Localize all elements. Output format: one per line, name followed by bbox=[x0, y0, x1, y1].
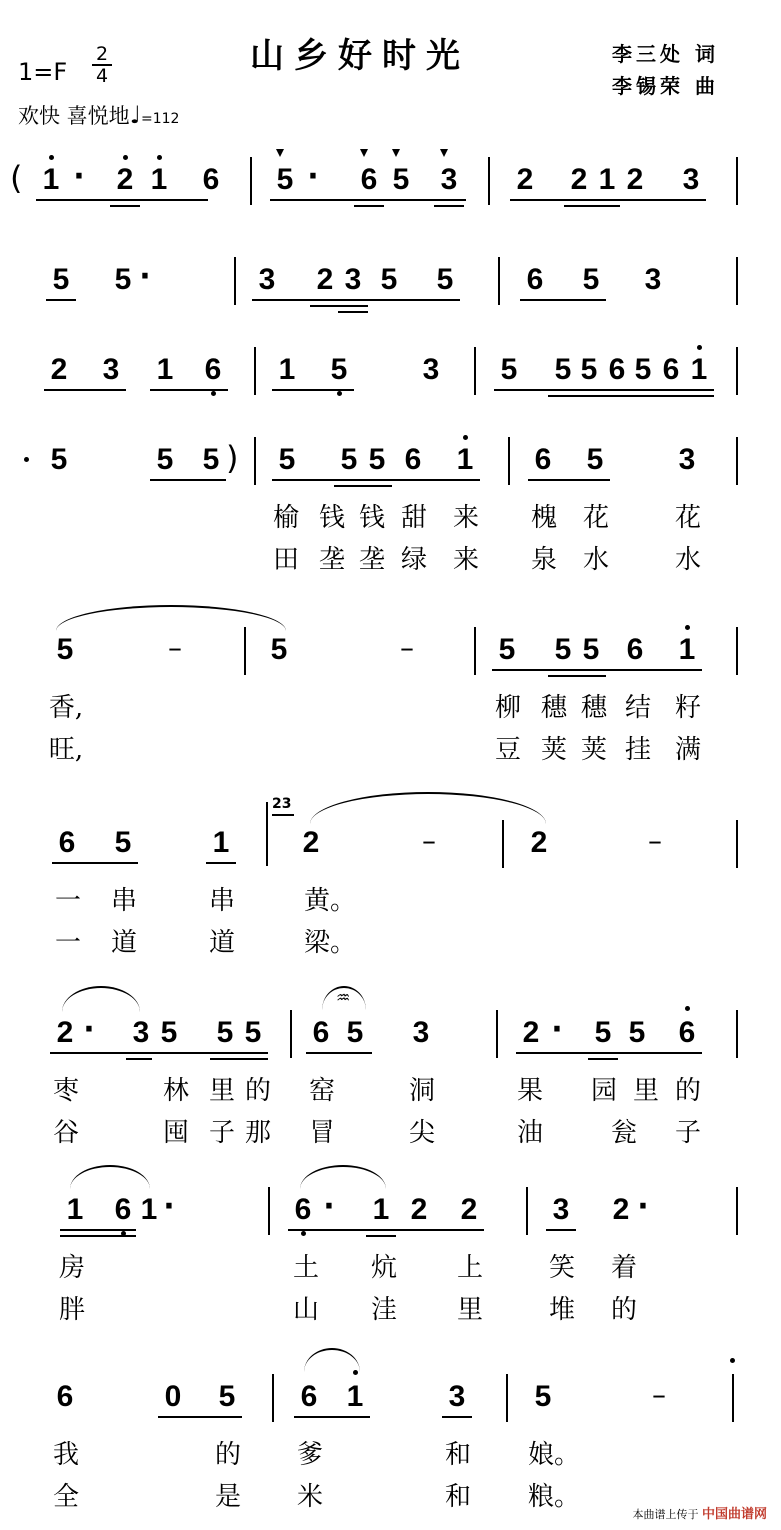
score-row-6 bbox=[0, 796, 781, 958]
note: 6 bbox=[312, 1016, 330, 1049]
slur bbox=[304, 1348, 360, 1372]
note: 5 bbox=[52, 263, 70, 296]
underline bbox=[494, 389, 714, 391]
lyric: 林 bbox=[162, 1076, 189, 1106]
lyric: 里 bbox=[456, 1295, 483, 1325]
note: 5 bbox=[114, 826, 132, 859]
underline bbox=[548, 395, 714, 397]
lyric: 甜 bbox=[400, 503, 427, 533]
hold-dash: – bbox=[422, 824, 436, 857]
lyricist-credit: 李三处 词 bbox=[612, 42, 719, 66]
lyric: 挂 bbox=[624, 735, 651, 765]
barline bbox=[736, 1010, 738, 1058]
dot: · bbox=[73, 159, 85, 194]
score-row-8 bbox=[0, 1185, 781, 1325]
barline bbox=[488, 157, 490, 205]
lyric: 子 bbox=[208, 1118, 235, 1148]
dot: · bbox=[163, 1189, 175, 1224]
underline bbox=[492, 669, 702, 671]
note: 6 bbox=[534, 443, 552, 476]
note: 3 bbox=[448, 1380, 466, 1413]
note: 5 bbox=[580, 353, 598, 386]
note: 3 bbox=[678, 443, 696, 476]
score-row-3 bbox=[0, 345, 781, 415]
score-row-5 bbox=[0, 625, 781, 765]
lyric: 垄 bbox=[318, 545, 345, 575]
note: 1 bbox=[66, 1193, 84, 1226]
underline bbox=[564, 205, 620, 207]
underline bbox=[366, 1235, 396, 1237]
tempo-marking bbox=[18, 100, 179, 130]
lyric: 冒 bbox=[308, 1118, 335, 1148]
dot: · bbox=[323, 1189, 335, 1224]
note: 3 bbox=[644, 263, 662, 296]
note: 3 bbox=[440, 163, 458, 196]
accent-icon bbox=[392, 149, 400, 157]
lyric: 柳 bbox=[494, 693, 521, 723]
lyric: 和 bbox=[444, 1482, 471, 1512]
lyric: 荚 bbox=[540, 735, 567, 765]
barline bbox=[736, 627, 738, 675]
note: 5 bbox=[380, 263, 398, 296]
lyric: 洼 bbox=[370, 1295, 397, 1325]
time-denominator: 4 bbox=[95, 65, 109, 87]
note: 1 bbox=[598, 163, 616, 196]
note: 5 bbox=[278, 443, 296, 476]
lyric: 花 bbox=[674, 503, 701, 533]
hold-dash: – bbox=[400, 631, 414, 664]
note: 1 bbox=[678, 633, 696, 666]
note: 1 bbox=[212, 826, 230, 859]
barline bbox=[736, 1187, 738, 1235]
lyric: 堆 bbox=[548, 1295, 575, 1325]
lyric: 米 bbox=[296, 1482, 323, 1512]
note: 2 bbox=[516, 163, 534, 196]
barline bbox=[234, 257, 236, 305]
note: 2 bbox=[612, 1193, 630, 1226]
note: 5 bbox=[202, 443, 220, 476]
footer-text: 本曲谱上传于 bbox=[632, 1508, 699, 1521]
score-row-2 bbox=[0, 255, 781, 325]
lyric: 钱 bbox=[358, 503, 385, 533]
slur bbox=[62, 986, 140, 1012]
underline bbox=[206, 862, 236, 864]
lyric: 绿 bbox=[400, 545, 427, 575]
barline bbox=[736, 257, 738, 305]
underline bbox=[110, 205, 140, 207]
underline bbox=[306, 1052, 372, 1054]
underline bbox=[442, 1416, 472, 1418]
barline-dot bbox=[730, 1358, 735, 1363]
note: 5 bbox=[244, 1016, 262, 1049]
high-dot bbox=[697, 345, 702, 350]
key-signature: 1=F bbox=[18, 58, 68, 86]
lyric: 串 bbox=[208, 886, 235, 916]
note: 5 bbox=[330, 353, 348, 386]
score-row-9 bbox=[0, 1372, 781, 1512]
lyric: 道 bbox=[208, 928, 235, 958]
underline bbox=[252, 299, 460, 301]
note: 3 bbox=[412, 1016, 430, 1049]
lyric: 籽 bbox=[674, 693, 701, 723]
note: 1 bbox=[372, 1193, 390, 1226]
grace-notes: 23 bbox=[272, 796, 292, 812]
note: 5 bbox=[500, 353, 518, 386]
hold-dash: – bbox=[168, 631, 182, 664]
lyric: 爹 bbox=[296, 1440, 323, 1470]
footer-watermark bbox=[632, 1503, 767, 1522]
note: 5 bbox=[436, 263, 454, 296]
underline bbox=[546, 1229, 576, 1231]
barline bbox=[736, 820, 738, 868]
lyric: 山 bbox=[292, 1295, 319, 1325]
note: 5 bbox=[216, 1016, 234, 1049]
lyric: 豆 bbox=[494, 735, 521, 765]
lyric: 的 bbox=[674, 1076, 701, 1106]
lyric: 胖 bbox=[58, 1295, 85, 1325]
note: 1 bbox=[278, 353, 296, 386]
note: 5 bbox=[554, 633, 572, 666]
note: 5 bbox=[534, 1380, 552, 1413]
lyric: 的 bbox=[610, 1295, 637, 1325]
note: 5 bbox=[270, 633, 288, 666]
underline bbox=[50, 1052, 268, 1054]
lyric: 全 bbox=[52, 1482, 79, 1512]
lyric: 穗 bbox=[580, 693, 607, 723]
staccato-dot bbox=[24, 457, 29, 462]
underline bbox=[294, 1416, 370, 1418]
note: 2 bbox=[522, 1016, 540, 1049]
note: 6 bbox=[202, 163, 220, 196]
lyric: 上 bbox=[456, 1253, 483, 1283]
note: 1 bbox=[346, 1380, 364, 1413]
barline bbox=[474, 347, 476, 395]
score-row-4 bbox=[0, 435, 781, 575]
lyric: 田 bbox=[272, 545, 299, 575]
underline bbox=[510, 199, 706, 201]
note: 1 bbox=[690, 353, 708, 386]
note: 1 bbox=[456, 443, 474, 476]
note: 3 bbox=[344, 263, 362, 296]
note: 6 bbox=[294, 1193, 312, 1226]
low-dot bbox=[301, 1231, 306, 1236]
lyric: 道 bbox=[110, 928, 137, 958]
barline bbox=[732, 1374, 734, 1422]
note: 5 bbox=[276, 163, 294, 196]
lyric: 一 bbox=[54, 886, 81, 916]
high-dot bbox=[685, 1006, 690, 1011]
lyric: 花 bbox=[582, 503, 609, 533]
score-row-7 bbox=[0, 988, 781, 1148]
dot: · bbox=[83, 1012, 95, 1047]
note: 5 bbox=[114, 263, 132, 296]
underline bbox=[150, 389, 228, 391]
barline bbox=[736, 437, 738, 485]
lyric: 炕 bbox=[370, 1253, 397, 1283]
underline bbox=[288, 1229, 484, 1231]
underline bbox=[588, 1058, 618, 1060]
lyric: 里 bbox=[208, 1076, 235, 1106]
lyric: 枣 bbox=[52, 1076, 79, 1106]
note: 6 bbox=[360, 163, 378, 196]
note: 2 bbox=[302, 826, 320, 859]
low-dot bbox=[211, 391, 216, 396]
barline bbox=[498, 257, 500, 305]
lyric: 钱 bbox=[318, 503, 345, 533]
lyric: 榆 bbox=[272, 503, 299, 533]
lyric: 水 bbox=[674, 545, 701, 575]
tempo-text: 欢快 喜悦地 bbox=[18, 104, 130, 128]
lyric: 的 bbox=[244, 1076, 271, 1106]
underline bbox=[520, 299, 606, 301]
underline bbox=[272, 389, 354, 391]
note: 5 bbox=[156, 443, 174, 476]
barline bbox=[272, 1374, 274, 1422]
underline bbox=[528, 479, 610, 481]
note: 3 bbox=[682, 163, 700, 196]
note: 6 bbox=[662, 353, 680, 386]
slur bbox=[300, 1165, 386, 1189]
note: 5 bbox=[594, 1016, 612, 1049]
note: 1 bbox=[150, 163, 168, 196]
lyric: 槐 bbox=[530, 503, 557, 533]
note: 5 bbox=[628, 1016, 646, 1049]
hold-dash: – bbox=[652, 1378, 666, 1411]
underline bbox=[516, 1052, 702, 1054]
underline bbox=[334, 485, 392, 487]
lyric: 洞 bbox=[408, 1076, 435, 1106]
quarter-note-icon: ♩ bbox=[129, 101, 142, 129]
underline bbox=[126, 1058, 152, 1060]
note: 3 bbox=[552, 1193, 570, 1226]
time-signature bbox=[92, 44, 112, 86]
note: 2 bbox=[56, 1016, 74, 1049]
barline bbox=[502, 820, 504, 868]
note: 6 bbox=[204, 353, 222, 386]
note: 3 bbox=[258, 263, 276, 296]
dot: · bbox=[551, 1012, 563, 1047]
slur bbox=[70, 1165, 150, 1189]
high-dot bbox=[353, 1370, 358, 1375]
underline bbox=[36, 199, 208, 201]
note: 2 bbox=[530, 826, 548, 859]
note: 2 bbox=[50, 353, 68, 386]
note: 0 bbox=[164, 1380, 182, 1413]
barline bbox=[506, 1374, 508, 1422]
underline bbox=[338, 311, 368, 313]
song-title: 山乡好时光 bbox=[250, 36, 470, 76]
barline bbox=[290, 1010, 292, 1058]
lyric: 子 bbox=[674, 1118, 701, 1148]
note: 1 bbox=[42, 163, 60, 196]
underline bbox=[158, 1416, 242, 1418]
lyric: 和 bbox=[444, 1440, 471, 1470]
lyric: 我 bbox=[52, 1440, 79, 1470]
note: 5 bbox=[218, 1380, 236, 1413]
underline bbox=[548, 675, 606, 677]
note: 5 bbox=[50, 443, 68, 476]
note: 5 bbox=[586, 443, 604, 476]
note: 3 bbox=[422, 353, 440, 386]
underline bbox=[270, 199, 466, 201]
note: 5 bbox=[498, 633, 516, 666]
barline bbox=[250, 157, 252, 205]
low-dot bbox=[337, 391, 342, 396]
accent-icon bbox=[360, 149, 368, 157]
lyric: 一 bbox=[54, 928, 81, 958]
lyric: 果 bbox=[516, 1076, 543, 1106]
lyric: 满 bbox=[674, 735, 701, 765]
note: 5 bbox=[582, 263, 600, 296]
note: 6 bbox=[58, 826, 76, 859]
underline bbox=[44, 389, 126, 391]
high-dot bbox=[157, 155, 162, 160]
note: 5 bbox=[368, 443, 386, 476]
barline bbox=[268, 1187, 270, 1235]
lyric: 油 bbox=[516, 1118, 543, 1148]
barline bbox=[736, 157, 738, 205]
note: 2 bbox=[316, 263, 334, 296]
lyric: 水 bbox=[582, 545, 609, 575]
high-dot bbox=[49, 155, 54, 160]
tempo-value: =112 bbox=[141, 111, 180, 127]
lyric: 来 bbox=[452, 503, 479, 533]
lyric: 瓮 bbox=[610, 1118, 637, 1148]
note: 5 bbox=[634, 353, 652, 386]
lyric: 泉 bbox=[530, 545, 557, 575]
note: 2 bbox=[410, 1193, 428, 1226]
lyric: 里 bbox=[632, 1076, 659, 1106]
barline bbox=[244, 627, 246, 675]
lyric: 那 bbox=[244, 1118, 271, 1148]
dot: · bbox=[637, 1189, 649, 1224]
high-dot bbox=[463, 435, 468, 440]
barline bbox=[254, 347, 256, 395]
accent-icon bbox=[276, 149, 284, 157]
underline bbox=[150, 479, 226, 481]
barline bbox=[736, 347, 738, 395]
lyric: 窑 bbox=[308, 1076, 335, 1106]
note: 2 bbox=[570, 163, 588, 196]
underline bbox=[60, 1229, 136, 1231]
barline bbox=[526, 1187, 528, 1235]
score-row-1 bbox=[0, 155, 781, 225]
note: 3 bbox=[132, 1016, 150, 1049]
underline bbox=[272, 814, 294, 816]
lyric: 串 bbox=[110, 886, 137, 916]
lyric: 穗 bbox=[540, 693, 567, 723]
tie bbox=[56, 605, 286, 631]
barline bbox=[508, 437, 510, 485]
lyric: 房 bbox=[58, 1253, 85, 1283]
dot: · bbox=[139, 259, 151, 294]
barline bbox=[496, 1010, 498, 1058]
lyric: 的 bbox=[214, 1440, 241, 1470]
lyric: 梁。 bbox=[303, 928, 356, 958]
underline bbox=[272, 479, 480, 481]
composer-credit: 李锡荣 曲 bbox=[612, 74, 719, 98]
high-dot bbox=[123, 155, 128, 160]
tie bbox=[310, 792, 546, 824]
note: 6 bbox=[678, 1016, 696, 1049]
paren-close: ) bbox=[226, 439, 239, 477]
lyric: 来 bbox=[452, 545, 479, 575]
note: 5 bbox=[346, 1016, 364, 1049]
note: 6 bbox=[114, 1193, 132, 1226]
note: 1 bbox=[140, 1193, 158, 1226]
note: 6 bbox=[300, 1380, 318, 1413]
underline bbox=[60, 1235, 136, 1237]
dot: · bbox=[307, 159, 319, 194]
lyric: 旺, bbox=[48, 735, 84, 765]
lyric: 土 bbox=[292, 1253, 319, 1283]
underline bbox=[354, 205, 384, 207]
note: 6 bbox=[526, 263, 544, 296]
note: 5 bbox=[56, 633, 74, 666]
lyric: 荚 bbox=[580, 735, 607, 765]
note: 2 bbox=[116, 163, 134, 196]
barline bbox=[254, 437, 256, 485]
lyric: 尖 bbox=[408, 1118, 435, 1148]
time-numerator: 2 bbox=[92, 44, 112, 66]
lyric: 谷 bbox=[52, 1118, 79, 1148]
lyric: 香, bbox=[48, 693, 84, 723]
paren-open: ( bbox=[10, 159, 23, 197]
underline bbox=[52, 862, 138, 864]
barline bbox=[474, 627, 476, 675]
accent-icon bbox=[440, 149, 448, 157]
lyric: 粮。 bbox=[527, 1482, 580, 1512]
note: 6 bbox=[404, 443, 422, 476]
site-brand: 中国曲谱网 bbox=[701, 1507, 767, 1522]
lyric: 着 bbox=[610, 1253, 637, 1283]
underline bbox=[434, 205, 464, 207]
note: 5 bbox=[160, 1016, 178, 1049]
lyric: 园 bbox=[590, 1076, 617, 1106]
lyric: 娘。 bbox=[527, 1440, 580, 1470]
lyric: 囤 bbox=[162, 1118, 189, 1148]
note: 3 bbox=[102, 353, 120, 386]
barline bbox=[266, 802, 268, 866]
lyric: 是 bbox=[214, 1482, 241, 1512]
underline bbox=[46, 299, 76, 301]
lyric: 结 bbox=[624, 693, 651, 723]
note: 5 bbox=[582, 633, 600, 666]
hold-dash: – bbox=[648, 824, 662, 857]
note: 6 bbox=[626, 633, 644, 666]
note: 5 bbox=[554, 353, 572, 386]
note: 5 bbox=[392, 163, 410, 196]
underline bbox=[310, 305, 368, 307]
note: 2 bbox=[460, 1193, 478, 1226]
high-dot bbox=[685, 625, 690, 630]
note: 1 bbox=[156, 353, 174, 386]
mordent-icon: ♒ bbox=[336, 988, 351, 1007]
lyric: 黄。 bbox=[303, 886, 356, 916]
note: 6 bbox=[56, 1380, 74, 1413]
note: 6 bbox=[608, 353, 626, 386]
note: 2 bbox=[626, 163, 644, 196]
note: 5 bbox=[340, 443, 358, 476]
lyric: 笑 bbox=[548, 1253, 575, 1283]
lyric: 垄 bbox=[358, 545, 385, 575]
underline bbox=[210, 1058, 268, 1060]
